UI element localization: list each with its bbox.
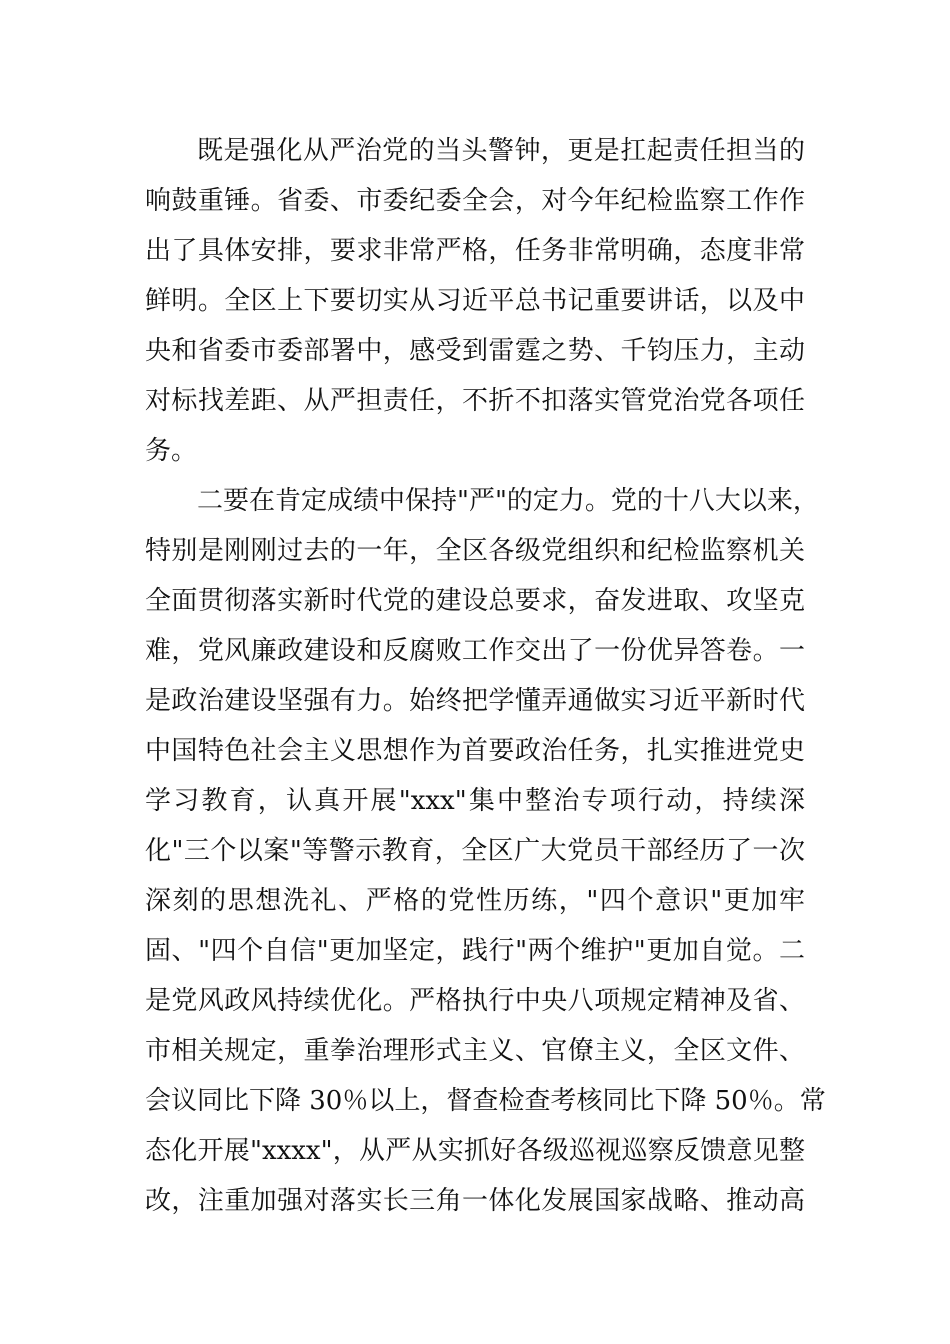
text-line-12: 是政治建设坚强有力。始终把学懂弄通做实习近平新时代 [145, 686, 805, 716]
text-line-21: 态化开展"xxxx"，从严从实抓好各级巡视巡察反馈意见整 [145, 1136, 805, 1166]
text-line-14: 学习教育，认真开展"xxx"集中整治专项行动，持续深 [145, 786, 805, 816]
text-line-5: 央和省委市委部署中，感受到雷霆之势、千钧压力，主动 [145, 336, 805, 366]
text-line-2: 响鼓重锤。省委、市委纪委全会，对今年纪检监察工作作 [145, 186, 805, 216]
text-line-1: 既是强化从严治党的当头警钟，更是扛起责任担当的 [197, 136, 805, 166]
text-line-20: 会议同比下降 30％以上，督查检查考核同比下降 50％。常 [145, 1086, 826, 1116]
text-line-9: 特别是刚刚过去的一年，全区各级党组织和纪检监察机关 [145, 536, 805, 566]
text-line-13: 中国特色社会主义思想作为首要政治任务，扎实推进党史 [145, 736, 805, 766]
text-line-17: 固、"四个自信"更加坚定，践行"两个维护"更加自觉。二 [145, 936, 805, 966]
text-line-15: 化"三个以案"等警示教育，全区广大党员干部经历了一次 [145, 836, 805, 866]
text-line-6: 对标找差距、从严担责任，不折不扣落实管党治党各项任 [145, 386, 805, 416]
text-line-16: 深刻的思想洗礼、严格的党性历练，"四个意识"更加牢 [145, 886, 805, 916]
text-line-10: 全面贯彻落实新时代党的建设总要求，奋发进取、攻坚克 [145, 586, 805, 616]
text-line-3: 出了具体安排，要求非常严格，任务非常明确，态度非常 [145, 236, 805, 266]
text-line-19: 市相关规定，重拳治理形式主义、官僚主义，全区文件、 [145, 1036, 805, 1066]
text-line-22: 改，注重加强对落实长三角一体化发展国家战略、推动高 [145, 1186, 805, 1216]
text-line-11: 难，党风廉政建设和反腐败工作交出了一份优异答卷。一 [145, 636, 805, 666]
text-line-8: 二要在肯定成绩中保持"严"的定力。党的十八大以来， [197, 486, 819, 516]
text-line-4: 鲜明。全区上下要切实从习近平总书记重要讲话，以及中 [145, 286, 805, 316]
text-line-7: 务。 [145, 436, 198, 466]
text-line-18: 是党风政风持续优化。严格执行中央八项规定精神及省、 [145, 986, 805, 1016]
